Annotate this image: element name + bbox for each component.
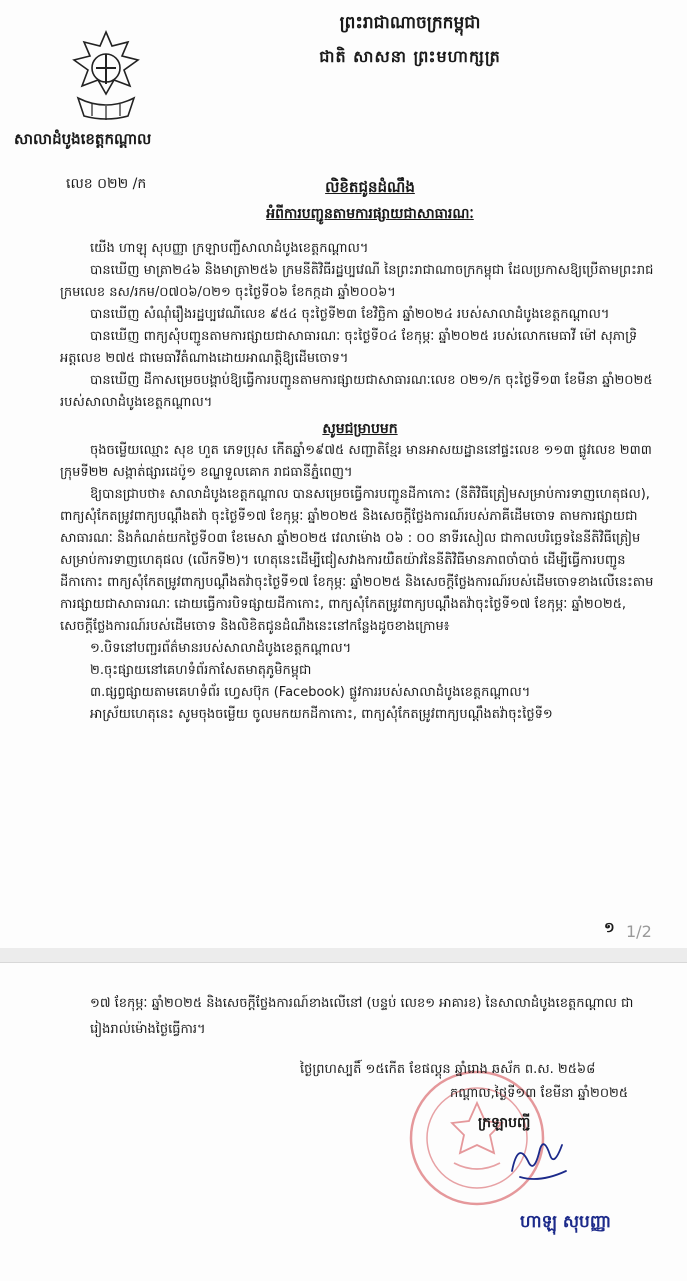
signer-name: ហាឡុ សុបញ្ញា (520, 1212, 612, 1232)
page-separator (0, 948, 687, 962)
document-subject: អំពីការបញ្ជូនតាមការផ្សាយជាសាធារណៈ (266, 206, 474, 222)
page-mark: ១ (604, 920, 615, 936)
signer-title: ក្រឡាបញ្ជី (478, 1115, 531, 1131)
section-heading: សូមជម្រាបមក (322, 421, 398, 437)
intro-paragraph: យើង ហាឡុ សុបញ្ញា ក្រឡាបញ្ជីសាលាដំបូងខេត្តកណ្ដាល។ (90, 241, 369, 256)
court-emblem-icon (58, 28, 154, 124)
continuation-paragraph: ១៧ ខែកុម្ភៈ ឆ្នាំ២០២៥ និងសេចក្ដីថ្លែងការណ៍ខាងលើនៅ (បន្ទប់ លេខ១ អាគារ​ខ) នៃសាលាដំបូងខេត្តកណ្ដាល ជារៀងរាល់ម៉ោងថ្ងៃធ្វើការ។ (90, 996, 634, 1037)
intro-paragraph: បានឃើញ សំណុំរឿងរដ្ឋប្បវេណីលេខ ៩៥៤ ចុះថ្ងៃទី២៣ ខែវិច្ឆិកា ឆ្នាំ២០២៤ របស់សាលាដំបូងខេត្តកណ្ដាល។ (90, 307, 610, 322)
document-page-2 (0, 962, 687, 1281)
document-number: លេខ ០២២ /ក (66, 176, 147, 192)
body-paragraph: ឱ្យបានជ្រាបថា៖ សាលាដំបូងខេត្តកណ្ដាល បានសម្រេចធ្វើការបញ្ជូនដីកាកោះ (នីតិវិធីត្រៀមសម្រាប់ការទាញហេតុផល), ពាក្យសុំកែតម្រូវពាក្យបណ្ដឹងតវ៉ា ចុះថ្ងៃទី១៧ ខែកុម្ភៈ ឆ្នាំ២០២៥ និងសេចក្ដីថ្លែងការណ៍របស់ភាគីដើមចោទ តាមការផ្សាយជាសាធារណៈ និងកំណត់យកថ្ងៃទី០៣ ខែមេសា ឆ្នាំ២០២៥ វេលាម៉ោង ០៦ : ០០ នាទីរសៀល ជាកាលបរិច្ឆេទនៃនីតិវិធីត្រៀមសម្រាប់ការទាញហេតុផល (លើកទី២)។ ហេតុនេះដើម្បីជៀសវាងការយឺតយ៉ាវនៃនីតិវិធីមានភាពចាំបាច់ ដើម្បីធ្វើការបញ្ជូនដីកាកោះ ពាក្យសុំកែតម្រូវពាក្យបណ្ដឹងតវ៉ាចុះថ្ងៃទី១៧ ខែកុម្ភៈ ឆ្នាំ២០២៥ និងសេចក្ដីថ្លែងការណ៍របស់ដើមចោទខាងលើនេះតាមការផ្សាយជាសាធារណៈ ដោយធ្វើការបិទផ្សាយដីកាកោះ, ពាក្យសុំកែតម្រូវពាក្យបណ្ដឹងតវ៉ាចុះថ្ងៃទី១៧ ខែកុម្ភៈ ឆ្នាំ២០២៥, សេចក្ដីថ្លែងការណ៍របស់ដើមចោទ និងលិខិតជូនដំណឹងនេះនៅកន្លែងដូចខាងក្រោម៖ (60, 487, 654, 634)
court-name: សាលាដំបូងខេត្តកណ្ដាល (14, 130, 152, 148)
intro-paragraph: បានឃើញ មាត្រា២៤៦ និងមាត្រា២៥៦ ក្រមនីតិវិធីរដ្ឋប្បវេណី នៃព្រះរាជាណាចក្រកម្ពុជា ដែលប្រកាសឱ្យប្រើតាមព្រះរាជក្រមលេខ នស/រកម/០៧០៦/០២១ ចុះថ្ងៃទី០៦ ខែកក្កដា ឆ្នាំ២០០៦។ (60, 263, 654, 300)
kingdom-heading: ព្រះរាជាណាចក្រកម្ពុជា (339, 13, 481, 33)
list-item: ១.បិទនៅបញ្ជរព័ត៌មានរបស់សាលាដំបូងខេត្តកណ្ដាល។ (90, 641, 352, 656)
national-motto: ជាតិ សាសនា ព្រះមហាក្សត្រ (319, 47, 501, 66)
intro-paragraph: បានឃើញ ដីកាសម្រេចបង្គាប់ឱ្យធ្វើការបញ្ជូនតាមការផ្សាយជាសាធារណៈលេខ ០២១/ក ចុះថ្ងៃទី១៣ ខែមីនា ឆ្នាំ២០២៥ របស់សាលាដំបូងខេត្តកណ្ដាល។ (60, 373, 653, 410)
intro-section (60, 238, 660, 726)
page-indicator: 1/2 (626, 922, 652, 941)
handwritten-signature-icon (500, 1131, 580, 1191)
lunar-date: ថ្ងៃព្រហស្បតិ៍ ១៥កើត ខែផល្គុន ឆ្នាំរោង ឆស័ក ព.ស. ២៥៦៨ (300, 1062, 596, 1077)
list-item: ៣.ផ្សព្វផ្សាយតាមគេហទំព័រ ហ្វេសប៊ុក (Facebook) ផ្លូវការរបស់សាលាដំបូងខេត្តកណ្ដាល។ (90, 685, 531, 700)
body-paragraph: ចុងចម្លើយឈ្មោះ សុខ ហួត ភេទប្រុស កើតឆ្នាំ១៩៧៥ សញ្ជាតិខ្មែរ មានអាសយដ្ឋាននៅផ្ទះលេខ ១១៣ ផ្លូវលេខ ២៣៣ ក្រុមទី២២ សង្កាត់ផ្សារដេប៉ូ១ ខណ្ឌទួលគោក រាជធានីភ្នំពេញ។ (60, 443, 652, 480)
closing-line: អាស្រ័យហេតុនេះ សូមចុងចម្លើយ ចូលមកយកដីកាកោះ, ពាក្យសុំកែតម្រូវពាក្យបណ្ដឹងតវ៉ាចុះថ្ងៃទី១ (90, 707, 553, 722)
intro-paragraph: បានឃើញ ពាក្យសុំបញ្ជូនតាមការផ្សាយជាសាធារណៈ ចុះថ្ងៃទី០៤ ខែកុម្ភៈ ឆ្នាំ២០២៥ របស់លោកមេធាវី ម៉ៅ សុភាទ្រិ អត្តលេខ ២៧៥ ជាមេធាវីតំណាងដោយអាណត្តិឱ្យដើមចោទ។ (60, 329, 638, 366)
document-type: លិខិតជូនដំណឹង (325, 178, 415, 196)
list-item: ២.ចុះផ្សាយនៅគេហទំព័រកាសែតមាតុភូមិកម្ពុជា (90, 663, 312, 678)
solar-date: កណ្ដាល,ថ្ងៃទី១៣ ខែមីនា ឆ្នាំ២០២៥ (450, 1086, 629, 1101)
